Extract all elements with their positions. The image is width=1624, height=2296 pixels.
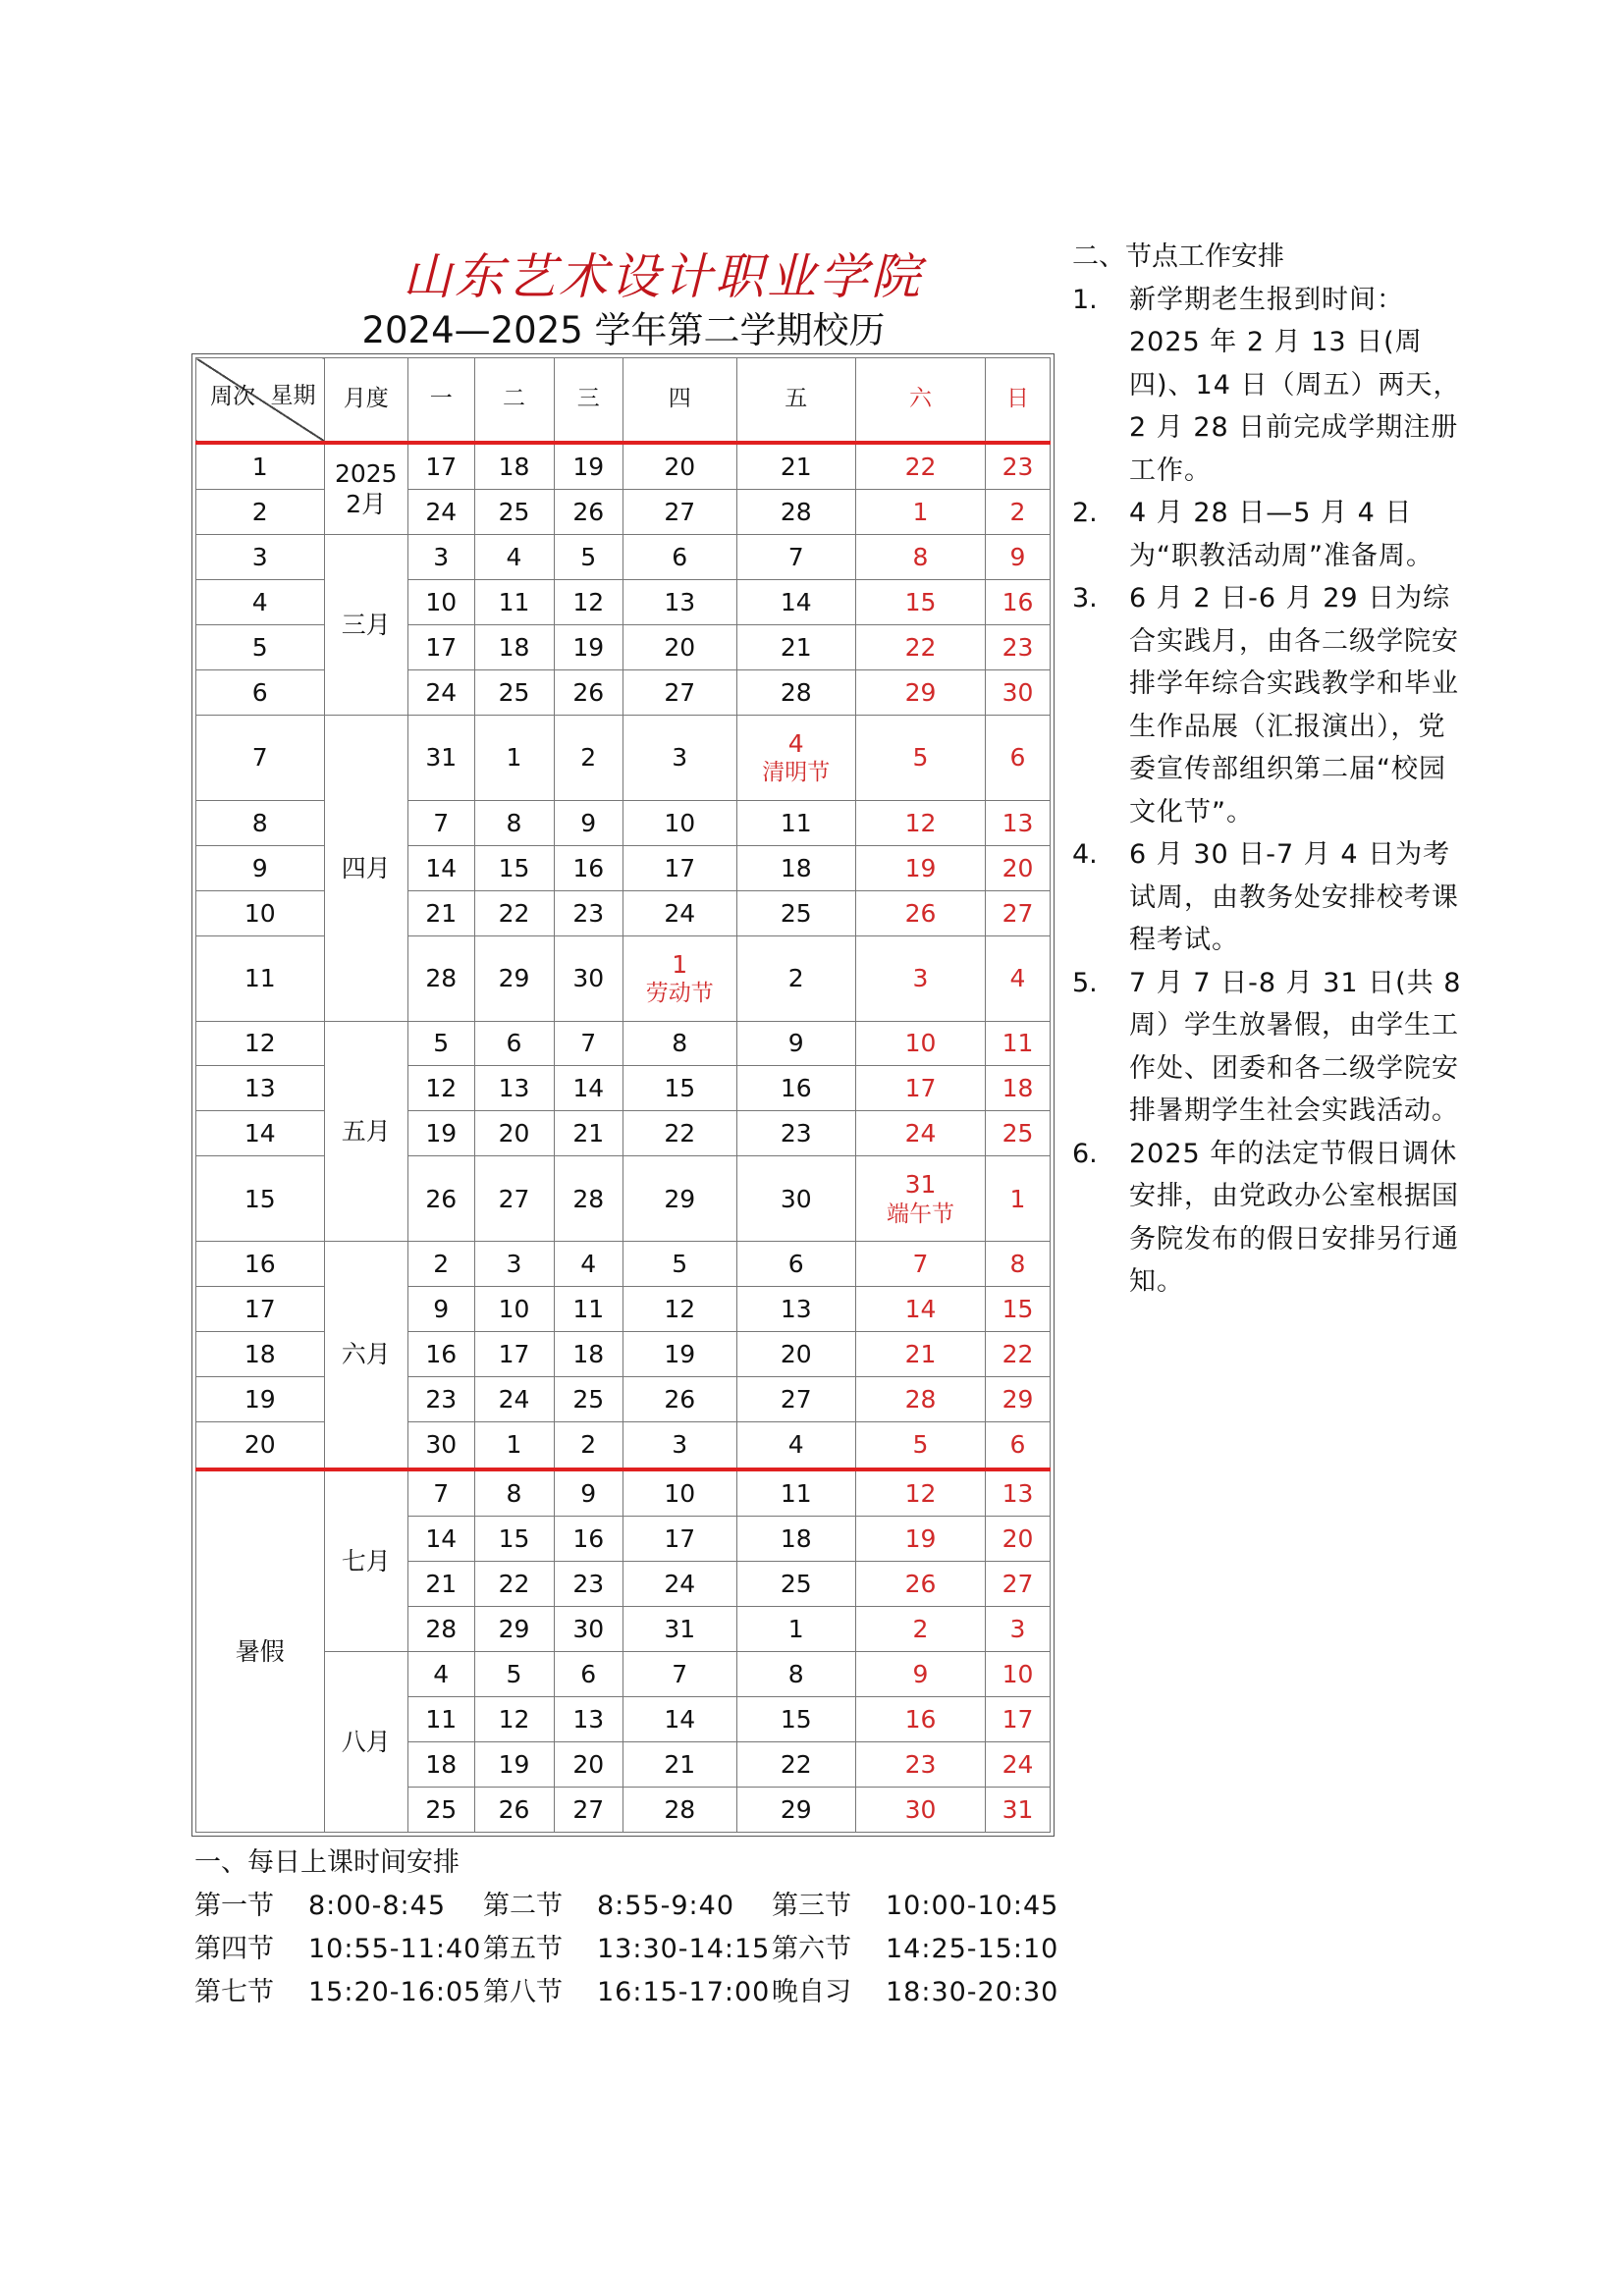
day-cell: 13 (623, 579, 737, 624)
day-cell: 16 (408, 1332, 475, 1377)
day-cell: 30 (856, 1787, 986, 1832)
schedule-row (194, 1885, 1078, 1928)
summer-week-row (196, 1652, 1051, 1697)
day-cell: 1 (986, 1156, 1051, 1242)
day-cell: 26 (474, 1787, 554, 1832)
day-cell: 23 (736, 1111, 856, 1156)
day-cell: 20 (986, 1517, 1051, 1562)
day-cell: 3 (856, 935, 986, 1021)
day-cell: 28 (408, 935, 475, 1021)
day-cell: 25 (408, 1787, 475, 1832)
period-time: 10:00-10:45 (886, 1891, 1059, 1921)
day-cell: 22 (474, 890, 554, 935)
notes-heading: 二、节点工作安排 (1072, 241, 1284, 272)
day-cell: 31 (408, 715, 475, 800)
day-cell: 13 (986, 1469, 1051, 1517)
day-cell: 10 (856, 1021, 986, 1066)
week-number: 17 (196, 1287, 325, 1332)
week-number: 6 (196, 669, 325, 715)
day-cell: 3 (408, 535, 475, 580)
day-cell: 19 (408, 1111, 475, 1156)
day-cell: 23 (554, 890, 623, 935)
note-number: 6. (1072, 1138, 1098, 1169)
day-cell: 16 (736, 1066, 856, 1111)
day-cell: 10 (986, 1652, 1051, 1697)
day-cell: 19 (554, 443, 623, 490)
day-cell: 17 (856, 1066, 986, 1111)
calendar-frame (191, 353, 1055, 1837)
day-cell: 4 (474, 535, 554, 580)
day-cell: 7 (623, 1652, 737, 1697)
period-label: 晚自习 (772, 1977, 851, 2007)
day-cell: 13 (474, 1066, 554, 1111)
day-cell: 14 (408, 845, 475, 890)
day-cell: 15 (474, 1517, 554, 1562)
day-cell: 14 (736, 579, 856, 624)
day-cell: 14 (408, 1517, 475, 1562)
day-cell: 5 (408, 1021, 475, 1066)
day-cell: 9 (554, 800, 623, 845)
day-cell: 8 (986, 1242, 1051, 1287)
note-number: 3. (1072, 583, 1098, 614)
day-cell: 6 (623, 535, 737, 580)
day-cell: 22 (736, 1742, 856, 1788)
day-cell: 26 (554, 490, 623, 535)
period-time: 18:30-20:30 (886, 1977, 1059, 2007)
day-cell: 23 (856, 1742, 986, 1788)
day-cell: 14 (856, 1287, 986, 1332)
period-time: 16:15-17:00 (597, 1977, 771, 2007)
day-cell: 28 (736, 490, 856, 535)
day-cell: 5 (554, 535, 623, 580)
day-cell: 18 (408, 1742, 475, 1788)
week-number: 11 (196, 935, 325, 1021)
day-cell: 21 (408, 890, 475, 935)
day-cell: 26 (408, 1156, 475, 1242)
day-cell: 27 (736, 1377, 856, 1422)
day-cell: 20 (986, 845, 1051, 890)
day-cell: 16 (986, 579, 1051, 624)
period-label: 第四节 (194, 1934, 274, 1964)
day-cell: 26 (623, 1377, 737, 1422)
month-year: 2025 (334, 459, 398, 489)
day-cell: 18 (554, 1332, 623, 1377)
day-cell: 3 (986, 1607, 1051, 1652)
day-cell: 17 (474, 1332, 554, 1377)
week-row (196, 443, 1051, 490)
day-cell: 14 (623, 1697, 737, 1742)
day-cell: 26 (856, 890, 986, 935)
day-cell: 29 (856, 669, 986, 715)
note-text: 2025 年的法定节假日调休安排，由党政办公室根据国务院发布的假日安排另行通知。 (1129, 1138, 1459, 1297)
day-cell: 19 (623, 1332, 737, 1377)
day-cell: 22 (856, 624, 986, 669)
day-number: 31 (904, 1170, 937, 1200)
holiday-label: 劳动节 (645, 980, 714, 1006)
week-number: 5 (196, 624, 325, 669)
day-cell: 6 (736, 1242, 856, 1287)
day-cell: 25 (474, 490, 554, 535)
summer-label: 暑假 (196, 1469, 325, 1833)
day-cell: 26 (554, 669, 623, 715)
period-label: 第三节 (772, 1891, 851, 1921)
day-cell: 3 (474, 1242, 554, 1287)
day-cell: 22 (474, 1562, 554, 1607)
day-cell: 19 (856, 845, 986, 890)
week-row (196, 1242, 1051, 1287)
day-cell: 2 (986, 490, 1051, 535)
period-time: 8:00-8:45 (308, 1891, 447, 1921)
note-item (1072, 577, 1465, 833)
day-cell: 12 (856, 1469, 986, 1517)
note-item (1072, 962, 1465, 1133)
day-cell: 9 (856, 1652, 986, 1697)
day-cell: 8 (736, 1652, 856, 1697)
corner-cell (196, 358, 325, 443)
day-cell: 19 (856, 1517, 986, 1562)
month-label: 三月 (324, 535, 408, 716)
month-name: 2月 (346, 490, 387, 519)
day-cell: 19 (554, 624, 623, 669)
note-item (1072, 492, 1465, 577)
week-number: 4 (196, 579, 325, 624)
week-number: 12 (196, 1021, 325, 1066)
day-cell: 24 (623, 890, 737, 935)
note-text: 6 月 2 日-6 月 29 日为综合实践月，由各二级学院安排学年综合实践教学和毕业生作品展（汇报演出），党委宣传部组织第二届“校园文化节”。 (1129, 583, 1459, 828)
day-cell: 3 (623, 1422, 737, 1469)
period-time: 15:20-16:05 (308, 1977, 482, 2007)
schedule-row (194, 1971, 1078, 2014)
day-cell (736, 715, 856, 800)
day-number: 1 (672, 949, 688, 979)
day-cell: 18 (736, 1517, 856, 1562)
month-label: 八月 (324, 1652, 408, 1833)
day-cell: 12 (623, 1287, 737, 1332)
weekday-thu: 四 (623, 358, 737, 443)
day-cell: 11 (554, 1287, 623, 1332)
day-cell: 27 (623, 669, 737, 715)
day-cell: 19 (474, 1742, 554, 1788)
class-schedule (194, 1842, 1078, 2014)
week-number: 15 (196, 1156, 325, 1242)
day-cell: 11 (986, 1021, 1051, 1066)
day-cell: 10 (408, 579, 475, 624)
week-number: 13 (196, 1066, 325, 1111)
period-time: 14:25-15:10 (886, 1934, 1059, 1964)
day-cell: 8 (856, 535, 986, 580)
schedule-row (194, 1928, 1078, 1971)
day-cell: 28 (856, 1377, 986, 1422)
day-cell: 6 (986, 715, 1051, 800)
day-cell: 16 (554, 845, 623, 890)
day-cell: 25 (554, 1377, 623, 1422)
day-cell: 15 (474, 845, 554, 890)
day-cell: 12 (554, 579, 623, 624)
week-number: 2 (196, 490, 325, 535)
day-cell: 2 (856, 1607, 986, 1652)
day-cell: 1 (736, 1607, 856, 1652)
day-cell: 21 (736, 624, 856, 669)
note-text: 6 月 30 日-7 月 4 日为考试周，由教务处安排校考课程考试。 (1129, 839, 1459, 955)
day-cell: 18 (986, 1066, 1051, 1111)
month-label: 七月 (324, 1469, 408, 1652)
day-cell: 24 (856, 1111, 986, 1156)
note-number: 4. (1072, 839, 1098, 870)
day-cell: 4 (736, 1422, 856, 1469)
day-cell: 18 (474, 443, 554, 490)
day-cell: 27 (474, 1156, 554, 1242)
day-cell: 5 (474, 1652, 554, 1697)
day-cell: 2 (554, 715, 623, 800)
period-time: 13:30-14:15 (597, 1934, 771, 1964)
day-cell: 22 (623, 1111, 737, 1156)
day-cell: 20 (474, 1111, 554, 1156)
week-number: 16 (196, 1242, 325, 1287)
day-cell: 4 (554, 1242, 623, 1287)
week-number: 3 (196, 535, 325, 580)
school-logo-calligraphy: 山东艺术设计职业学院 (403, 248, 923, 305)
day-cell: 9 (736, 1021, 856, 1066)
month-label: 五月 (324, 1021, 408, 1242)
day-cell: 24 (986, 1742, 1051, 1788)
note-number: 5. (1072, 967, 1098, 998)
calendar-table (195, 357, 1051, 1833)
header-row (196, 358, 1051, 443)
weekday-tue: 二 (474, 358, 554, 443)
week-number: 14 (196, 1111, 325, 1156)
day-cell: 5 (623, 1242, 737, 1287)
period-label: 第一节 (194, 1891, 274, 1921)
day-cell: 7 (554, 1021, 623, 1066)
day-cell: 8 (474, 800, 554, 845)
day-cell: 21 (408, 1562, 475, 1607)
day-cell: 28 (623, 1787, 737, 1832)
schedule-heading: 一、每日上课时间安排 (194, 1847, 460, 1878)
day-cell: 1 (474, 715, 554, 800)
day-cell: 18 (474, 624, 554, 669)
day-cell: 16 (856, 1697, 986, 1742)
weekday-mon: 一 (408, 358, 475, 443)
day-cell: 2 (408, 1242, 475, 1287)
day-cell: 23 (554, 1562, 623, 1607)
summer-week-row (196, 1469, 1051, 1517)
week-row (196, 535, 1051, 580)
day-cell: 11 (474, 579, 554, 624)
day-cell: 23 (986, 443, 1051, 490)
day-cell: 21 (856, 1332, 986, 1377)
day-cell: 24 (408, 669, 475, 715)
day-cell: 9 (408, 1287, 475, 1332)
day-cell: 30 (554, 1607, 623, 1652)
note-text: 7 月 7 日-8 月 31 日(共 8 周）学生放暑假，由学生工作处、团委和各二级学院安排暑期学生社会实践活动。 (1129, 967, 1462, 1126)
note-text: 新学期老生报到时间：2025 年 2 月 13 日(周四)、14 日（周五）两天，2 月 28 日前完成学期注册工作。 (1129, 284, 1461, 486)
month-label: 六月 (324, 1242, 408, 1469)
day-cell: 24 (623, 1562, 737, 1607)
day-cell: 21 (554, 1111, 623, 1156)
day-cell: 15 (623, 1066, 737, 1111)
week-number: 7 (196, 715, 325, 800)
day-cell: 22 (856, 443, 986, 490)
day-cell (623, 935, 737, 1021)
week-row (196, 1021, 1051, 1066)
month-label: 四月 (324, 715, 408, 1021)
day-cell: 15 (856, 579, 986, 624)
day-cell: 2 (736, 935, 856, 1021)
note-text: 4 月 28 日—5 月 4 日为“职教活动周”准备周。 (1129, 498, 1434, 571)
day-cell: 2 (554, 1422, 623, 1469)
day-cell: 11 (736, 1469, 856, 1517)
note-item (1072, 1133, 1465, 1304)
day-cell: 12 (408, 1066, 475, 1111)
day-cell: 7 (856, 1242, 986, 1287)
day-cell: 11 (408, 1697, 475, 1742)
day-cell: 15 (736, 1697, 856, 1742)
day-cell: 17 (408, 624, 475, 669)
day-cell: 7 (408, 800, 475, 845)
day-cell: 31 (986, 1787, 1051, 1832)
week-number: 18 (196, 1332, 325, 1377)
day-cell: 17 (623, 845, 737, 890)
day-cell: 6 (474, 1021, 554, 1066)
day-cell: 10 (623, 1469, 737, 1517)
day-cell: 30 (736, 1156, 856, 1242)
period-label: 第六节 (772, 1934, 851, 1964)
day-cell: 18 (736, 845, 856, 890)
day-cell: 30 (408, 1422, 475, 1469)
period-label: 第八节 (483, 1977, 563, 2007)
day-cell: 11 (736, 800, 856, 845)
day-cell: 25 (736, 1562, 856, 1607)
month-label (324, 443, 408, 535)
day-cell: 20 (736, 1332, 856, 1377)
day-cell: 27 (986, 1562, 1051, 1607)
day-cell: 8 (623, 1021, 737, 1066)
day-cell: 10 (474, 1287, 554, 1332)
day-cell: 24 (474, 1377, 554, 1422)
day-cell: 1 (474, 1422, 554, 1469)
day-cell: 29 (474, 1607, 554, 1652)
day-cell: 29 (736, 1787, 856, 1832)
holiday-label: 清明节 (762, 760, 831, 786)
day-cell: 13 (736, 1287, 856, 1332)
day-cell: 9 (554, 1469, 623, 1517)
note-number: 1. (1072, 284, 1098, 315)
week-number: 1 (196, 443, 325, 490)
day-cell: 17 (408, 443, 475, 490)
day-cell: 5 (856, 1422, 986, 1469)
holiday-label: 端午节 (887, 1201, 954, 1227)
day-cell: 29 (986, 1377, 1051, 1422)
note-number: 2. (1072, 498, 1098, 528)
day-cell: 30 (554, 935, 623, 1021)
day-cell: 15 (986, 1287, 1051, 1332)
weekday-sat: 六 (856, 358, 986, 443)
day-cell: 26 (856, 1562, 986, 1607)
day-cell: 28 (408, 1607, 475, 1652)
day-cell: 1 (856, 490, 986, 535)
day-cell: 7 (408, 1469, 475, 1517)
month-header: 月度 (324, 358, 408, 443)
weekday-sun: 日 (986, 358, 1051, 443)
day-cell: 27 (554, 1787, 623, 1832)
day-cell: 7 (736, 535, 856, 580)
page-title: 2024—2025 学年第二学期校历 (361, 309, 886, 351)
day-cell: 8 (474, 1469, 554, 1517)
period-time: 8:55-9:40 (597, 1891, 735, 1921)
day-number: 4 (787, 728, 804, 758)
day-cell: 20 (623, 443, 737, 490)
day-cell: 3 (623, 715, 737, 800)
day-cell: 25 (474, 669, 554, 715)
day-cell: 25 (736, 890, 856, 935)
weekday-wed: 三 (554, 358, 623, 443)
day-cell: 17 (986, 1697, 1051, 1742)
note-item (1072, 833, 1465, 962)
day-cell: 10 (623, 800, 737, 845)
day-cell: 12 (856, 800, 986, 845)
day-cell: 30 (986, 669, 1051, 715)
day-cell: 6 (554, 1652, 623, 1697)
day-cell: 4 (408, 1652, 475, 1697)
day-cell: 16 (554, 1517, 623, 1562)
day-cell: 12 (474, 1697, 554, 1742)
weekday-fri: 五 (736, 358, 856, 443)
day-cell: 20 (554, 1742, 623, 1788)
period-label: 第五节 (483, 1934, 563, 1964)
week-number: 20 (196, 1422, 325, 1469)
day-cell: 29 (474, 935, 554, 1021)
day-cell (856, 1156, 986, 1242)
day-cell: 23 (408, 1377, 475, 1422)
day-cell: 27 (986, 890, 1051, 935)
period-label: 第七节 (194, 1977, 274, 2007)
day-cell: 14 (554, 1066, 623, 1111)
week-number: 8 (196, 800, 325, 845)
day-cell: 20 (623, 624, 737, 669)
day-cell: 4 (986, 935, 1051, 1021)
day-cell: 9 (986, 535, 1051, 580)
week-number: 9 (196, 845, 325, 890)
day-cell: 27 (623, 490, 737, 535)
day-cell: 21 (623, 1742, 737, 1788)
day-cell: 22 (986, 1332, 1051, 1377)
day-cell: 23 (986, 624, 1051, 669)
week-row (196, 715, 1051, 800)
work-arrangements (1072, 236, 1465, 1304)
weekday-axis-label: 星期 (270, 383, 316, 408)
day-cell: 17 (623, 1517, 737, 1562)
day-cell: 21 (736, 443, 856, 490)
day-cell: 29 (623, 1156, 737, 1242)
period-time: 10:55-11:40 (308, 1934, 482, 1964)
day-cell: 25 (986, 1111, 1051, 1156)
day-cell: 28 (736, 669, 856, 715)
week-number: 19 (196, 1377, 325, 1422)
day-cell: 28 (554, 1156, 623, 1242)
day-cell: 5 (856, 715, 986, 800)
day-cell: 24 (408, 490, 475, 535)
day-cell: 13 (554, 1697, 623, 1742)
day-cell: 13 (986, 800, 1051, 845)
week-axis-label: 周次 (210, 383, 255, 409)
day-cell: 31 (623, 1607, 737, 1652)
week-number: 10 (196, 890, 325, 935)
day-cell: 6 (986, 1422, 1051, 1469)
note-item (1072, 279, 1465, 493)
period-label: 第二节 (483, 1891, 563, 1921)
